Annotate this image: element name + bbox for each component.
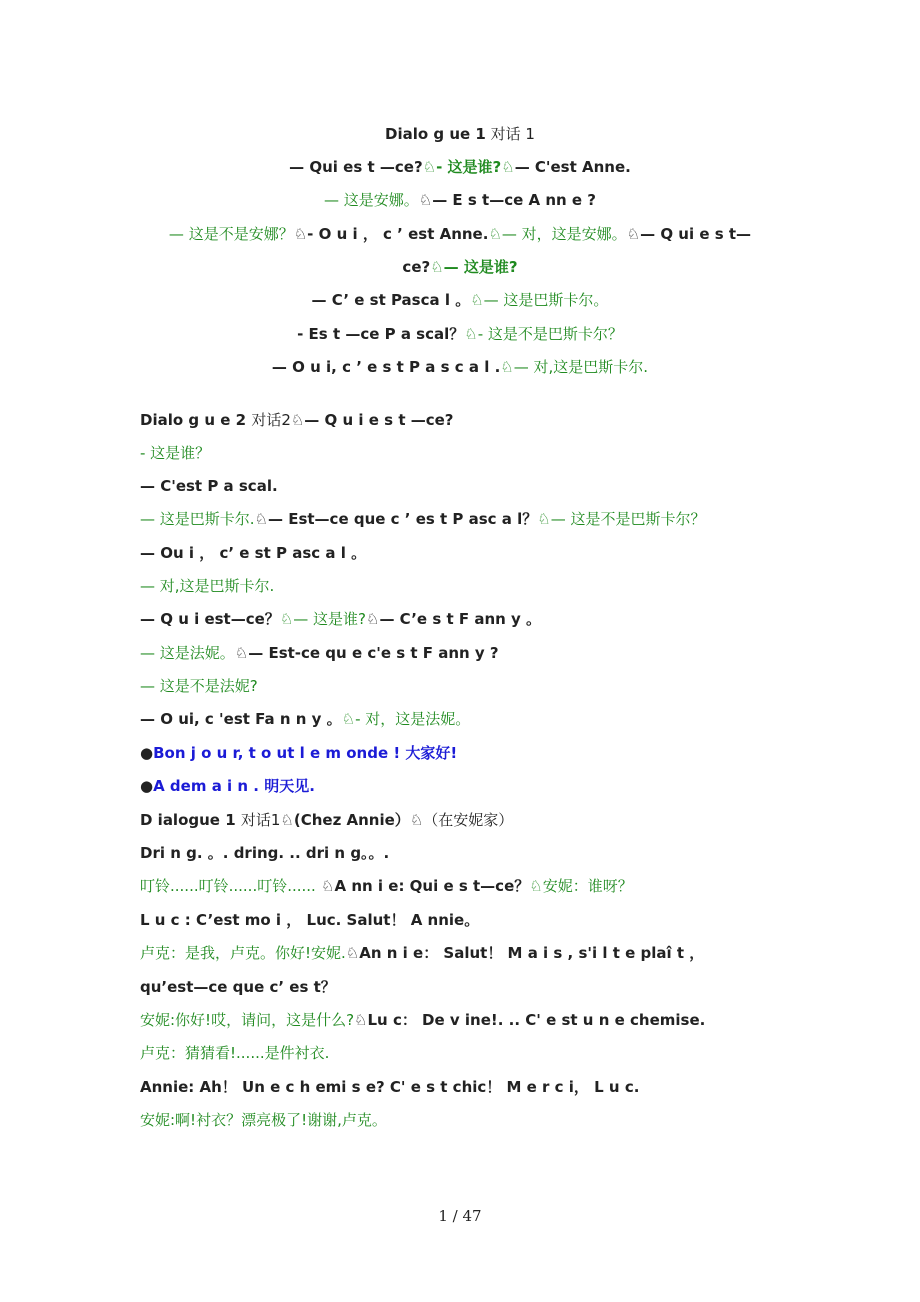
text-segment: — 这是不是安娜？ <box>168 225 294 243</box>
text-segment: ♘- O u i ， c ’ est Anne. <box>293 225 489 243</box>
text-segment: ● <box>140 777 154 795</box>
text-segment: Dialo g u e 2 <box>140 411 252 429</box>
text-segment: ♘— C’e s t F ann y 。 <box>366 610 542 628</box>
text-segment: — Q u i est—ce？ <box>140 610 280 628</box>
text-segment: ♘— 这是巴斯卡尔。 <box>470 291 609 309</box>
text-segment: ♘- 对，这是法妮。 <box>341 710 471 728</box>
text-segment: 安妮:你好!哎，请问，这是什么? <box>140 1011 355 1029</box>
dialogue-line <box>140 910 790 930</box>
text-segment: — O u i, c ’ e s t P a s c a l . <box>271 358 501 376</box>
text-segment: ♘(Chez Annie） <box>280 811 410 829</box>
text-segment: 对话1 <box>240 811 281 829</box>
text-segment: ♘（在安妮家） <box>409 811 514 829</box>
dialogue-line <box>140 676 790 696</box>
dialogue-line <box>140 643 790 663</box>
page-number: 1 / 47 <box>438 1207 482 1225</box>
dialogue-line <box>140 843 790 863</box>
dialogue-line <box>140 1077 790 1097</box>
dialogue-line <box>140 509 790 529</box>
text-segment: D ialogue 1 <box>140 811 241 829</box>
text-segment: Bon j o u r, t o ut l e m onde ! 大家好! <box>153 744 458 762</box>
dialogue-line <box>110 124 810 144</box>
text-segment: — 这是法妮。 <box>140 644 235 662</box>
text-segment: ♘— Est-ce qu e c'e s t F ann y ? <box>234 644 499 662</box>
dialogue-line <box>140 943 790 963</box>
text-segment: - 这是谁？ <box>140 444 211 462</box>
dialogue-line <box>110 157 810 177</box>
dialogue-line <box>110 224 810 244</box>
dialogue-line <box>140 977 790 997</box>
text-segment: ♘— Est—ce que c ’ es t P asc a l？ <box>254 510 538 528</box>
text-segment: — C'est P a scal. <box>140 477 278 495</box>
text-segment: 卢克：猜猜看!......是件衬衣. <box>140 1044 330 1062</box>
text-segment: ♘— 对，这是安娜。 <box>488 225 627 243</box>
text-segment: qu’est—ce que c’ es t？ <box>140 978 336 996</box>
dialogue-line <box>140 543 790 563</box>
text-segment: 对话 1 <box>485 125 535 143</box>
text-segment: L u c : C’est mo i ， Luc. Salut！ A nnie。 <box>140 911 480 929</box>
dialogue-line <box>110 290 810 310</box>
text-segment: — O ui, c 'est Fa n n y 。 <box>140 710 342 728</box>
text-segment: Dri n g. 。. dring. .. dri n g。。. <box>140 844 390 862</box>
dialogue-line <box>140 743 790 763</box>
dialogue-line <box>110 257 810 277</box>
dialogue-line <box>140 443 790 463</box>
text-segment: ♘- 这是谁?♘ <box>422 158 515 176</box>
dialogue-line <box>140 609 790 629</box>
text-segment: Dialo g ue 1 <box>385 125 486 143</box>
text-segment: — 这是巴斯卡尔. <box>140 510 255 528</box>
text-segment: 卢克：是我，卢克。你好!安妮. <box>140 944 346 962</box>
text-segment: 叮铃......叮铃......叮铃...... <box>140 877 316 895</box>
text-segment: A dem a i n . 明天见. <box>153 777 315 795</box>
text-segment: ♘Lu c： De v ine!. .. C' e st u n e chemise. <box>354 1011 706 1029</box>
text-segment: Annie: Ah！ Un e c h emi s e? C' e s t chic！ M e r c i， L u c. <box>140 1078 640 1096</box>
dialogue-line <box>140 776 790 796</box>
dialogue-line <box>140 576 790 596</box>
text-segment: ● <box>140 744 154 762</box>
dialogue-line <box>110 324 810 344</box>
text-segment: ♘An n i e： Salut！ M a i s , s'i l t e plaî t ， <box>345 944 705 962</box>
text-segment: ♘— 对,这是巴斯卡尔. <box>500 358 649 376</box>
text-segment: — 这是不是法妮? <box>140 677 258 695</box>
dialogue-line <box>140 810 790 830</box>
dialogue-line <box>140 1010 790 1030</box>
text-segment: ♘— 这是不是巴斯卡尔？ <box>537 510 706 528</box>
text-segment: — 对,这是巴斯卡尔. <box>140 577 275 595</box>
text-segment: ♘— 这是谁? <box>430 258 518 276</box>
dialogue-line <box>140 476 790 496</box>
dialogue-line <box>110 357 810 377</box>
text-segment: — C'est Anne. <box>514 158 631 176</box>
text-segment: — Ou i ， c’ e st P asc a l 。 <box>140 544 367 562</box>
dialogue-line <box>140 1110 790 1130</box>
text-segment: ♘安妮：谁呀？ <box>529 877 633 895</box>
text-segment: — Qui es t —ce? <box>289 158 423 176</box>
dialogue-line <box>140 876 790 896</box>
dialogue-line <box>140 709 790 729</box>
text-segment: — 这是安娜。 <box>323 191 419 209</box>
dialogue-line <box>110 190 810 210</box>
text-segment: 对话2 <box>251 411 291 429</box>
text-segment: ce? <box>402 258 431 276</box>
text-segment: — C’ e st Pasca l 。 <box>311 291 471 309</box>
text-segment: ♘— Q u i e s t —ce? <box>290 411 454 429</box>
text-segment: - Es t —ce P a scal？ <box>297 325 465 343</box>
text-segment: ♘— E s t—ce A nn e ? <box>418 191 597 209</box>
dialogue-line <box>140 1043 790 1063</box>
text-segment: ♘- 这是不是巴斯卡尔？ <box>464 325 623 343</box>
dialogue-line <box>140 410 790 430</box>
text-segment: ♘— 这是谁? <box>279 610 366 628</box>
text-segment: ♘A nn i e: Qui e s t—ce？ <box>315 877 530 895</box>
text-segment: 安妮:啊!衬衣？漂亮极了!谢谢,卢克。 <box>140 1111 387 1129</box>
text-segment: ♘— Q ui e s t— <box>626 225 752 243</box>
